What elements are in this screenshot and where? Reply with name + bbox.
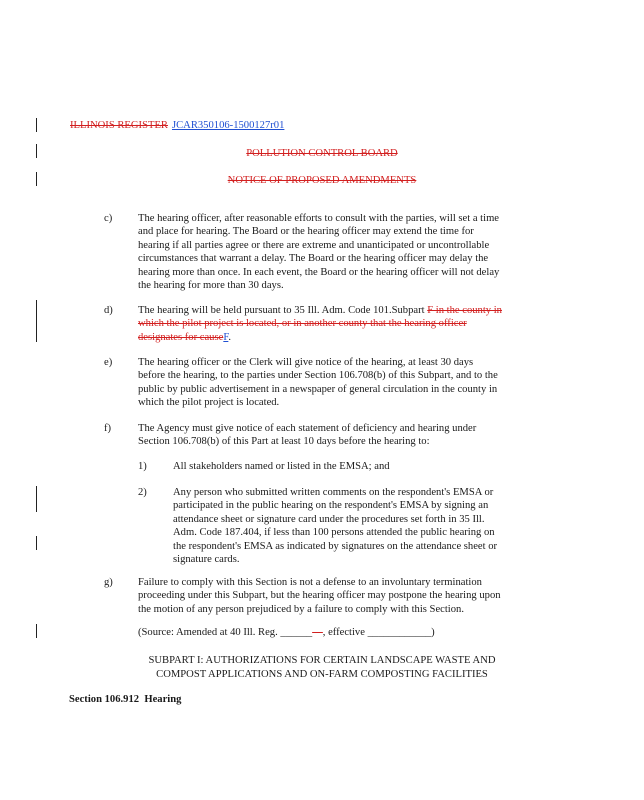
item-d-label: d) bbox=[104, 305, 113, 316]
section-title: Section 106.912 Hearing bbox=[69, 694, 182, 705]
item-f-text: The Agency must give notice of each statement of deficiency and hearing under Section 106.708(b) of this Part at least 10 days before the hearing to: bbox=[138, 423, 477, 448]
item-g-label: g) bbox=[104, 577, 113, 588]
item-d-inserted: F bbox=[223, 331, 229, 343]
register-struck: ILLINOIS REGISTER bbox=[70, 120, 168, 131]
change-bar bbox=[36, 624, 37, 638]
item-c-label: c) bbox=[104, 213, 113, 224]
item-g-text: Failure to comply with this Section is not a defense to an involuntary termination proceeding under this Subpart, but the hearing officer may postpone the hearing upon the motion of any person prejudiced by a failure to comply with this Section. bbox=[138, 577, 501, 615]
item-c-text: The hearing officer, after reasonable efforts to consult with the parties, will set a time and place for hearing. The Board or the hearing officer may extend the time for hearing if all parties agree or there are extreme and unanticipated or uncontrollable circumstances that warrant a delay. The Board or the hearing officer may delay the hearing more than once. In each event, the Board or the hearing officer will not delay the hearing for more than 30 days. bbox=[138, 213, 500, 292]
item-f2-label: 2) bbox=[138, 487, 147, 498]
change-bar bbox=[36, 300, 37, 342]
register-inserted: JCAR350106-1500127r01 bbox=[171, 120, 285, 131]
change-bar bbox=[36, 486, 37, 512]
item-f-label: f) bbox=[104, 423, 112, 434]
item-f1-label: 1) bbox=[138, 461, 147, 472]
subpart-heading-line2: COMPOST APPLICATIONS AND ON-FARM COMPOSTING FACILITIES bbox=[156, 669, 488, 680]
change-bar bbox=[36, 118, 37, 132]
register-header bbox=[70, 119, 284, 132]
change-bar bbox=[36, 536, 37, 550]
item-f2-text: Any person who submitted written comments on the respondent's EMSA or participated in the public hearing on the respondent's EMSA by signing an attendance sheet or signature card under the procedures set forth in 35 Ill. Adm. Code 187.404, if less than 100 persons attended the public hearing on the respondent's EMSA as indicated by signatures on the attendance sheet or signature cards. bbox=[173, 487, 498, 566]
item-e-label: e) bbox=[104, 357, 113, 368]
item-e-text: The hearing officer or the Clerk will give notice of the hearing, at least 30 days before the hearing, to the parties under Section 106.708(b) of this Subpart, and to the public by public advertisement in a newspaper of general circulation in the county in which the pilot project is located. bbox=[138, 357, 498, 409]
item-f1-text: All stakeholders named or listed in the EMSA; and bbox=[173, 461, 390, 472]
source-line: (Source: Amended at 40 Ill. Reg. ______—, effective ____________) bbox=[138, 627, 435, 638]
notice-header: NOTICE OF PROPOSED AMENDMENTS bbox=[227, 175, 417, 186]
board-header: POLLUTION CONTROL BOARD bbox=[246, 148, 398, 159]
item-d-text: The hearing will be held pursuant to 35 Ill. Adm. Code 101.Subpart F in the county in which the pilot project is located, or in another county that the hearing officer designates for causeF. bbox=[138, 305, 502, 343]
subpart-heading-line1: SUBPART I: AUTHORIZATIONS FOR CERTAIN LANDSCAPE WASTE AND bbox=[148, 655, 496, 666]
item-d-struck: F in the county in which the pilot project is located, or in another county that the hearing officer designates for cause bbox=[138, 305, 502, 343]
